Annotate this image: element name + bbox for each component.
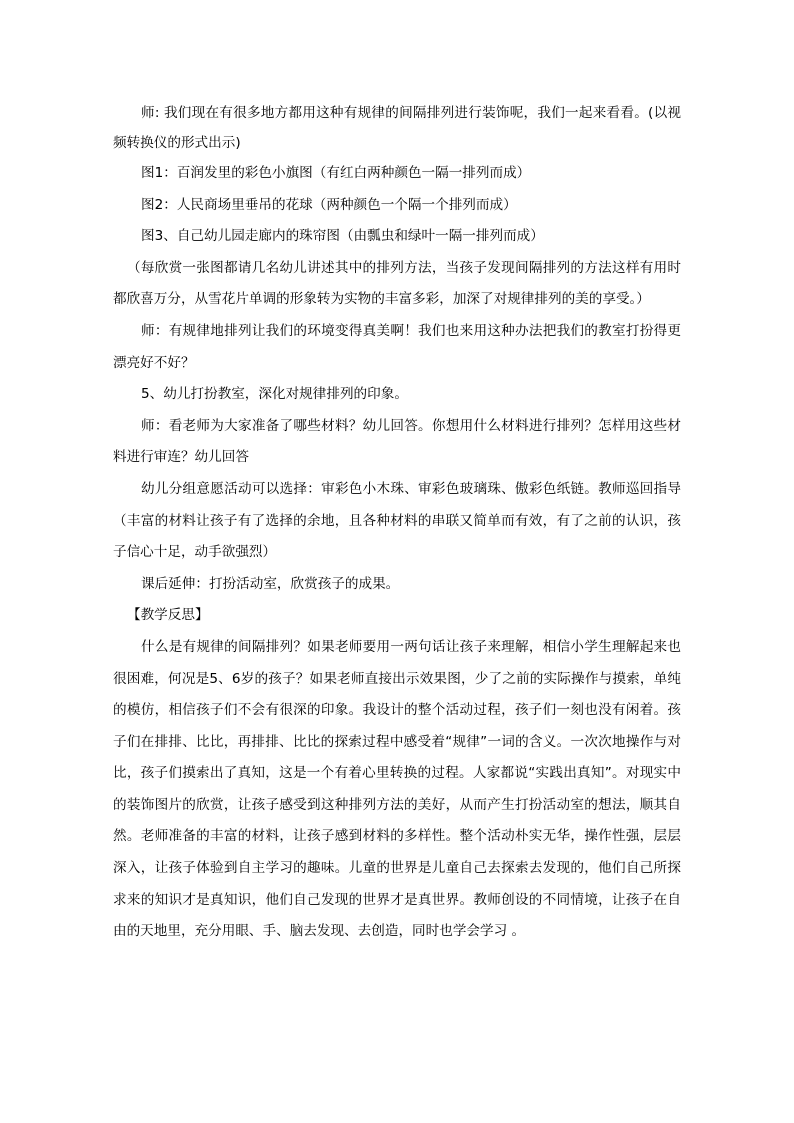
paragraph-reflection: 什么是有规律的间隔排列？如果老师要用一两句话让孩子来理解，相信小学生理解起来也很困难，何况是5、6岁的孩子？如果老师直接出示效果图，少了之前的实际操作与摸索，单纯的模仿，相信孩子们不会有很深的印象。我设计的整个活动过程，孩子们一刻也没有闲着。孩子们在排排、比比，再排排、比比的探索过程中感受着“规律”一词的含义。一次次地操作与对比，孩子们摸索出了真知，这是一个有着心里转换的过程。人家都说“实践出真知”。对现实中的装饰图片的欣赏，让孩子感受到这种排列方法的美好，从而产生打扮活动室的想法，顺其自然。老师准备的丰富的材料，让孩子感到材料的多样性。整个活动朴实无华，操作性强，层层深入，让孩子体验到自主学习的趣味。儿童的世界是儿童自己去探索去发现的，他们自己所探求来的知识才是真知识，他们自己发现的世界才是真世界。教师创设的不同情境，让孩子在自由的天地里，充分用眼、手、脑去发现、去创造，同时也学会学习 。 [113,638,681,940]
section-heading-reflection: 【教学反思】 [127,607,209,624]
document-body [113,98,681,948]
paragraph-group-activity: 幼儿分组意愿活动可以选择：审彩色小木珠、审彩色玻璃珠、傲彩色纸链。教师巡回指导（丰富的材料让孩子有了选择的余地，且各种材料的串联又简单而有效，有了之前的认识，孩子信心十足，动手欲强烈） [113,480,681,561]
paragraph-figure-3: 图3、自己幼儿园走廊内的珠帘图（由瓢虫和绿叶一隔一排列而成） [141,228,544,245]
paragraph-figure-1: 图1：百润发里的彩色小旗图（有红白两种颜色一隔一排列而成） [141,165,531,181]
paragraph-extension: 课后延伸：打扮活动室，欣赏孩子的成果。 [141,575,400,592]
paragraph-teacher-decorate: 师：有规律地排列让我们的环境变得真美啊！我们也来用这种办法把我们的教室打扮得更漂亮好不好？ [113,322,681,371]
paragraph-appreciation-note: （每欣赏一张图都请几名幼儿讲述其中的排列方法，当孩子发现间隔排列的方法这样有用时都欣喜万分，从雪花片单调的形象转为实物的丰富多彩，加深了对规律排列的美的享受。） [113,259,681,308]
paragraph-step-5: 5、幼儿打扮教室，深化对规律排列的印象。 [141,386,408,403]
paragraph-teacher-intro: 师: 我们现在有很多地方都用这种有规律的间隔排列进行装饰呢，我们一起来看看。(以视频转换仪的形式出示) [113,105,681,151]
paragraph-figure-2: 图2：人民商场里垂吊的花球（两种颜色一个隔一个排列而成） [141,196,517,213]
paragraph-teacher-materials: 师：看老师为大家准备了哪些材料？幼儿回答。你想用什么材料进行排列？怎样用这些材料进行审连？幼儿回答 [113,417,681,466]
